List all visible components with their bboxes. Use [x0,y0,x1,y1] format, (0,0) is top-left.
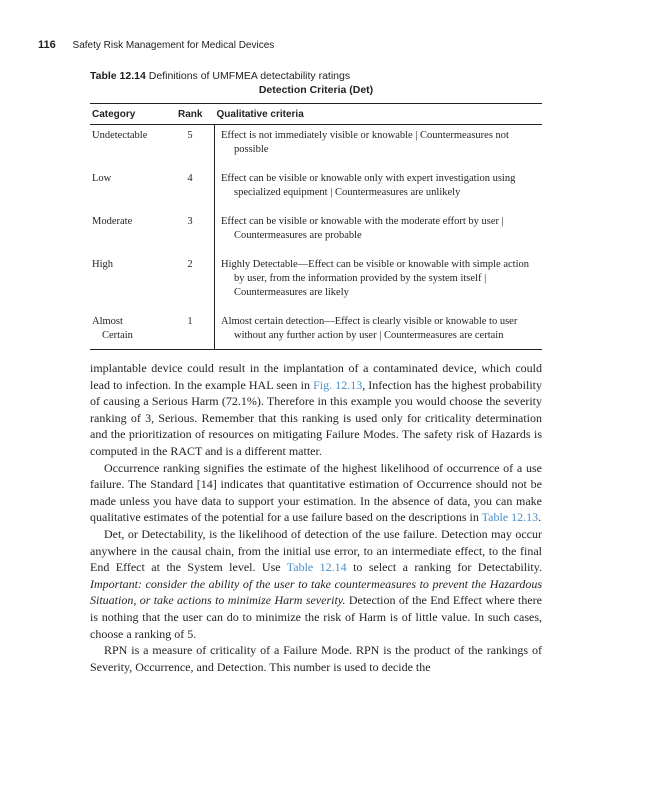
paragraph [90,460,542,526]
table-header-row [90,104,542,125]
category-line: Certain [102,330,133,341]
column-header-category: Category [90,104,166,125]
cell-category: Moderate [92,216,133,227]
paragraph [90,360,542,460]
body-text [90,360,542,675]
cell-criteria: Almost certain detection—Effect is clearly visible or knowable to user without any further action by user | Countermeasures are certain [215,311,543,350]
paragraph [90,526,542,642]
table-row [90,125,542,169]
cell-category: High [92,259,113,270]
cell-criteria: Effect is not immediately visible or knowable | Countermeasures not possible [215,125,543,169]
cell-category [90,311,166,350]
table-subtitle: Detection Criteria (Det) [258,84,374,96]
figure-reference-link[interactable]: Fig. 12.13 [313,377,363,392]
text-run: . [538,510,542,525]
text-run: Det, or Detectability, is the likelihood of detection of the use failure. Detection may occur anywhere in the causal chain, from the initial use error, to an intermediate effect, to the final End Effect at the System level. Use [90,526,542,575]
cell-rank: 1 [166,311,215,350]
text-run: implantable device could result in the implantation of a contaminated device, which could lead to infection. In the example HAL seen in [90,361,542,392]
table-label: Table 12.14 [90,70,146,82]
cell-category: Low [92,173,112,184]
cell-category: Undetectable [92,130,148,141]
table-row [90,311,542,350]
page-number: 116 [38,39,56,51]
text-run: Detection of the End Effect where there is nothing that the user can do to minimize the risk of Harm is of little value. In such cases, choose a ranking of 5. [90,593,542,641]
column-header-rank: Rank [166,104,215,125]
table-reference-link[interactable]: Table 12.14 [286,560,347,575]
table-row [90,211,542,254]
cell-criteria: Effect can be visible or knowable only with expert investigation using specialized equipment | Countermeasures are unlikely [215,168,543,211]
cell-rank: 5 [187,130,193,141]
cell-criteria: Highly Detectable—Effect can be visible or knowable with simple action by user, from the information provided by the system itself | Countermeasures are likely [215,254,543,311]
running-header [38,39,274,51]
table-reference-link[interactable]: Table 12.13 [481,510,539,525]
column-header-criteria: Qualitative criteria [215,104,543,125]
table-row [90,254,542,311]
table-row [90,168,542,211]
text-run: , Infection has the highest probability of causing a Serious Harm (72.1%). Therefore in this example you would choose the severity ranking of 3, Serious. Remember that this ranking is used only for criticality determination and the prioritization of resources on mitigating Failure Modes. The safety risk of Hazards is computed in the RACT and is a different matter. [90,377,543,458]
running-title: Safety Risk Management for Medical Devices [72,40,275,51]
table-title: Definitions of UMFMEA detectability ratings [148,70,351,82]
cell-rank: 3 [187,216,193,227]
cell-criteria: Effect can be visible or knowable with the moderate effort by user | Countermeasures are probable [215,211,543,254]
table-caption [90,70,542,96]
cell-rank: 4 [187,173,193,184]
category-line: Almost [92,316,123,327]
paragraph: RPN is a measure of criticality of a Failure Mode. RPN is the product of the rankings of Severity, Occurrence, and Detection. This number is used to decide the [90,643,542,674]
text-run: to select a ranking for Detectability. [346,560,542,575]
text-run: Occurrence ranking signifies the estimate of the highest likelihood of occurrence of a use failure. The Standard [14] indicates that quantitative estimation of Occurrence should not be made unless you have data to support your estimation. In the absence of data, you can make qualitative estimates of the potential for a use failure based on the descriptions in [90,460,542,525]
cell-rank: 2 [187,259,193,270]
detectability-table [90,103,542,350]
emphasis-text: Important: consider the ability of the user to take countermeasures to prevent the Hazardous Situation, or take actions to minimize Harm severity. [90,576,542,608]
